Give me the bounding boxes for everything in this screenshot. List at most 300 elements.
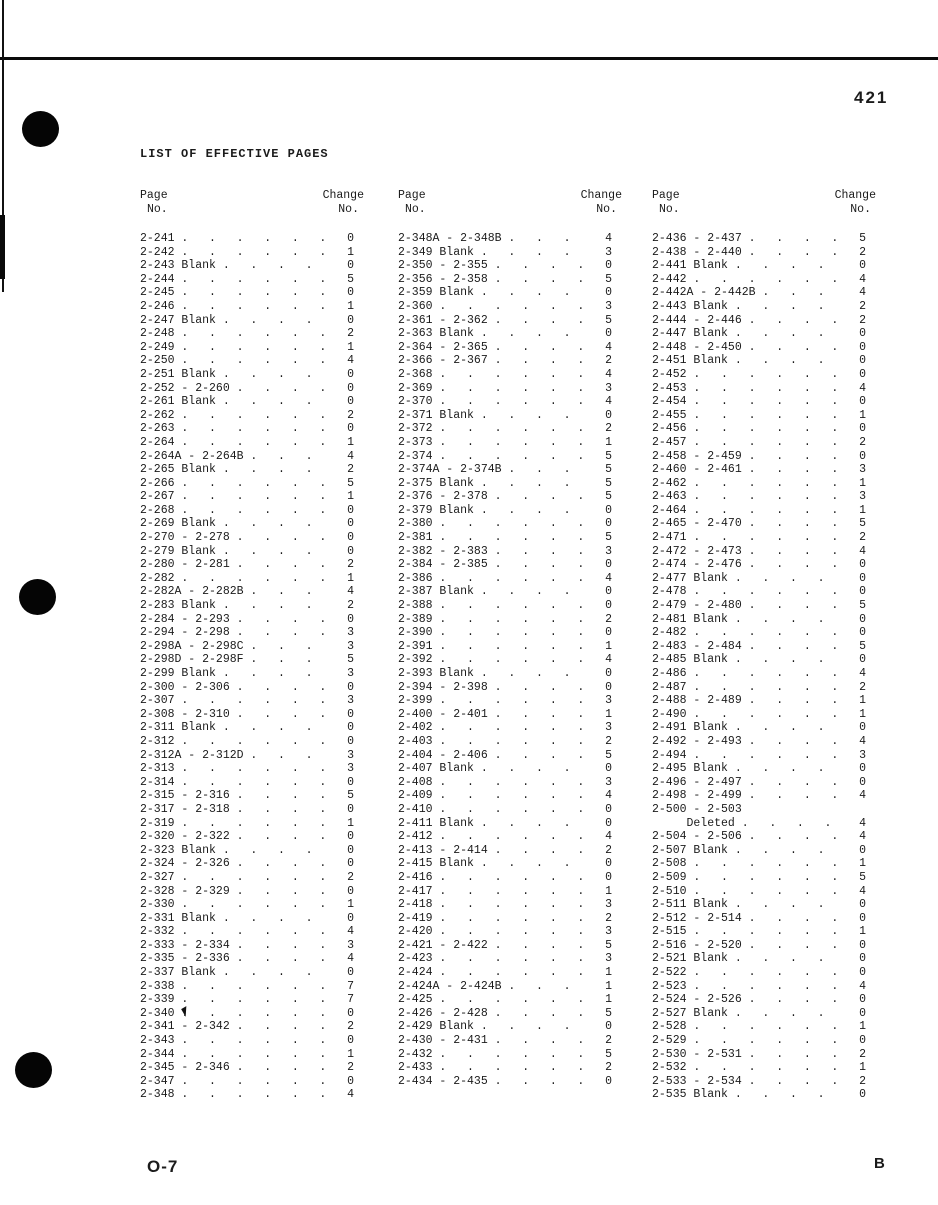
page-entry: 2-300 - 2-306 . . . . bbox=[140, 680, 334, 694]
table-row bbox=[140, 708, 364, 722]
change-number: 0 bbox=[605, 870, 612, 884]
table-row bbox=[140, 912, 364, 926]
change-number: 3 bbox=[347, 748, 354, 762]
table-row bbox=[398, 341, 622, 355]
page-entry: 2-415 Blank . . . . bbox=[398, 857, 592, 871]
table-row bbox=[398, 681, 622, 695]
change-number: 1 bbox=[347, 490, 354, 504]
page-entry: 2-343 . . . . . . bbox=[140, 1034, 334, 1048]
change-number: 2 bbox=[859, 245, 866, 259]
change-number: 3 bbox=[605, 544, 612, 558]
change-number: 0 bbox=[859, 993, 866, 1007]
change-number: 0 bbox=[347, 911, 354, 925]
change-number: 2 bbox=[605, 734, 612, 748]
change-number: 0 bbox=[605, 762, 612, 776]
change-number: 3 bbox=[347, 938, 354, 952]
table-row bbox=[652, 939, 876, 953]
page-entry: 2-339 . . . . . . bbox=[140, 993, 334, 1007]
table-row bbox=[140, 477, 364, 491]
change-number: 2 bbox=[347, 870, 354, 884]
table-row bbox=[398, 803, 622, 817]
page-entry: 2-443 Blank . . . . bbox=[652, 299, 846, 313]
change-number: 4 bbox=[859, 667, 866, 680]
table-row bbox=[140, 273, 364, 287]
change-number: 3 bbox=[859, 490, 866, 504]
change-number: 0 bbox=[859, 571, 866, 585]
table-row bbox=[398, 286, 622, 300]
change-number: 1 bbox=[347, 898, 354, 912]
change-number: 5 bbox=[347, 476, 354, 490]
table-row bbox=[652, 871, 876, 885]
page-entry: 2-327 . . . . . . bbox=[140, 870, 334, 884]
page-entry: 2-447 Blank . . . . bbox=[652, 327, 846, 341]
page-entry: 2-384 - 2-385 . . . . bbox=[398, 558, 592, 572]
table-row bbox=[398, 504, 622, 518]
change-no-header bbox=[581, 189, 622, 216]
change-number: 4 bbox=[605, 367, 612, 381]
table-row bbox=[398, 626, 622, 640]
change-number: 0 bbox=[347, 721, 354, 735]
page-entry: 2-496 - 2-497 . . . . bbox=[652, 775, 846, 789]
page-entry: 2-495 Blank . . . . bbox=[652, 762, 846, 776]
change-number: 0 bbox=[859, 1006, 866, 1020]
change-number: 5 bbox=[859, 870, 866, 884]
change-number: 0 bbox=[347, 544, 354, 558]
page-no-header bbox=[140, 189, 168, 216]
table-row bbox=[398, 517, 622, 531]
change-number: 2 bbox=[859, 531, 866, 545]
page-entry: 2-360 . . . . . . bbox=[398, 299, 592, 313]
table-row bbox=[140, 694, 364, 708]
page-entry: 2-264 . . . . . . bbox=[140, 435, 334, 449]
change-number: 4 bbox=[605, 653, 612, 667]
table-row bbox=[398, 450, 622, 464]
table-row bbox=[140, 232, 364, 246]
table-row bbox=[140, 952, 364, 966]
table-row bbox=[140, 463, 364, 477]
page-entry: 2-263 . . . . . . bbox=[140, 422, 334, 436]
footer-page-id: O-7 bbox=[147, 1157, 179, 1176]
table-row bbox=[140, 558, 364, 572]
change-number: 0 bbox=[347, 232, 354, 245]
table-row bbox=[398, 599, 622, 613]
page-entry: 2-344 . . . . . . bbox=[140, 1047, 334, 1061]
change-number: 2 bbox=[347, 327, 354, 341]
page-entry: 2-261 Blank . . . . bbox=[140, 395, 334, 409]
change-number: 0 bbox=[859, 762, 866, 776]
change-number: 5 bbox=[605, 449, 612, 463]
table-row bbox=[398, 789, 622, 803]
page-entry: 2-418 . . . . . . bbox=[398, 898, 592, 912]
table-row bbox=[652, 857, 876, 871]
change-number: 3 bbox=[605, 925, 612, 939]
page-entry: 2-337 Blank . . . . bbox=[140, 966, 334, 980]
page-entry: 2-448 - 2-450 . . . . bbox=[652, 340, 846, 354]
change-number: 3 bbox=[859, 463, 866, 477]
page-entry: 2-279 Blank . . . . bbox=[140, 544, 334, 558]
change-number: 0 bbox=[859, 327, 866, 341]
change-number: 2 bbox=[605, 1061, 612, 1075]
table-row bbox=[140, 1061, 364, 1075]
page-entry: 2-374 . . . . . . bbox=[398, 449, 592, 463]
page-entry: 2-441 Blank . . . . bbox=[652, 259, 846, 273]
change-number: 7 bbox=[347, 993, 354, 1007]
column-header bbox=[398, 189, 622, 216]
page-entry: 2-341 - 2-342 . . . . bbox=[140, 1020, 334, 1034]
table-row bbox=[398, 653, 622, 667]
change-number: 0 bbox=[347, 775, 354, 789]
table-row bbox=[140, 735, 364, 749]
change-number: 1 bbox=[605, 639, 612, 653]
change-number: 0 bbox=[859, 558, 866, 572]
table-row bbox=[652, 273, 876, 287]
page-entry: 2-481 Blank . . . . bbox=[652, 612, 846, 626]
table-row bbox=[140, 531, 364, 545]
change-number: 3 bbox=[605, 694, 612, 708]
table-row bbox=[140, 300, 364, 314]
page-entry: 2-347 . . . . . . bbox=[140, 1074, 334, 1088]
page-entry: 2-400 - 2-401 . . . . bbox=[398, 707, 592, 721]
page-entry: 2-479 - 2-480 . . . . bbox=[652, 599, 846, 613]
change-number: 5 bbox=[347, 653, 354, 667]
page-entry: 2-315 - 2-316 . . . . bbox=[140, 789, 334, 803]
change-number: 5 bbox=[605, 490, 612, 504]
page-entry: 2-262 . . . . . . bbox=[140, 408, 334, 422]
table-row bbox=[398, 259, 622, 273]
table-row bbox=[652, 368, 876, 382]
table-row bbox=[140, 572, 364, 586]
table-row bbox=[398, 925, 622, 939]
change-number: 4 bbox=[859, 544, 866, 558]
change-number: 0 bbox=[347, 734, 354, 748]
page-entry: 2-348A - 2-348B . . . bbox=[398, 232, 592, 245]
change-number: 2 bbox=[859, 435, 866, 449]
table-row bbox=[652, 708, 876, 722]
page-entry: 2-350 - 2-355 . . . . bbox=[398, 259, 592, 273]
page-entry: 2-382 - 2-383 . . . . bbox=[398, 544, 592, 558]
change-number: 0 bbox=[859, 966, 866, 980]
change-number: 0 bbox=[347, 313, 354, 327]
page-entry: 2-530 - 2-531 . . . . bbox=[652, 1047, 846, 1061]
table-row bbox=[652, 966, 876, 980]
table-row bbox=[398, 327, 622, 341]
table-row bbox=[652, 776, 876, 790]
table-row bbox=[652, 382, 876, 396]
table-row bbox=[398, 545, 622, 559]
change-number: 3 bbox=[605, 775, 612, 789]
change-number: 0 bbox=[347, 259, 354, 273]
table-row bbox=[398, 558, 622, 572]
table-row bbox=[398, 1007, 622, 1021]
page-entry: 2-500 - 2-503 bbox=[652, 802, 742, 816]
change-number: 3 bbox=[605, 299, 612, 313]
table-row bbox=[140, 898, 364, 912]
change-number: 2 bbox=[605, 1034, 612, 1048]
page-entry: 2-248 . . . . . . bbox=[140, 327, 334, 341]
table-row bbox=[398, 409, 622, 423]
table-row bbox=[398, 436, 622, 450]
change-number: 5 bbox=[605, 1047, 612, 1061]
table-row bbox=[652, 830, 876, 844]
page-entry: 2-453 . . . . . . bbox=[652, 381, 846, 395]
page-entry: 2-245 . . . . . . bbox=[140, 286, 334, 300]
table-row bbox=[140, 314, 364, 328]
page-entry: 2-490 . . . . . . bbox=[652, 707, 846, 721]
table-row bbox=[140, 817, 364, 831]
change-number: 2 bbox=[347, 408, 354, 422]
change-number: 0 bbox=[605, 558, 612, 572]
change-number: 1 bbox=[347, 571, 354, 585]
page-entry: 2-488 - 2-489 . . . . bbox=[652, 694, 846, 708]
change-number: 1 bbox=[347, 435, 354, 449]
page-entry: 2-374A - 2-374B . . . bbox=[398, 463, 592, 477]
change-number: 1 bbox=[859, 476, 866, 490]
page-entry: 2-434 - 2-435 . . . . bbox=[398, 1074, 592, 1088]
table-row bbox=[652, 463, 876, 477]
table-row bbox=[398, 354, 622, 368]
table-row bbox=[398, 1048, 622, 1062]
table-row bbox=[398, 993, 622, 1007]
page-entry: 2-529 . . . . . . bbox=[652, 1034, 846, 1048]
page-entry: 2-393 Blank . . . . bbox=[398, 667, 592, 680]
change-number: 0 bbox=[859, 585, 866, 599]
page-entry: 2-410 . . . . . . bbox=[398, 802, 592, 816]
page-title: LIST OF EFFECTIVE PAGES bbox=[140, 147, 329, 161]
page-entry: 2-311 Blank . . . . bbox=[140, 721, 334, 735]
page-entry: 2-408 . . . . . . bbox=[398, 775, 592, 789]
table-row bbox=[398, 382, 622, 396]
change-number: 0 bbox=[859, 422, 866, 436]
change-number: 1 bbox=[859, 925, 866, 939]
table-row bbox=[398, 422, 622, 436]
page-entry: 2-533 - 2-534 . . . . bbox=[652, 1074, 846, 1088]
page-entry: 2-349 Blank . . . . bbox=[398, 245, 592, 259]
page-entry: 2-369 . . . . . . bbox=[398, 381, 592, 395]
table-row bbox=[140, 545, 364, 559]
table-row bbox=[652, 626, 876, 640]
table-row bbox=[652, 517, 876, 531]
change-number: 2 bbox=[347, 1061, 354, 1075]
table-row bbox=[652, 422, 876, 436]
page-entry: 2-419 . . . . . . bbox=[398, 911, 592, 925]
table-row bbox=[652, 912, 876, 926]
change-number: 4 bbox=[859, 816, 866, 830]
table-row bbox=[398, 898, 622, 912]
page-entry: 2-460 - 2-461 . . . . bbox=[652, 463, 846, 477]
table-row bbox=[652, 572, 876, 586]
change-number: 1 bbox=[859, 694, 866, 708]
page-entry: 2-454 . . . . . . bbox=[652, 395, 846, 409]
table-row bbox=[652, 762, 876, 776]
page-entry: 2-319 . . . . . . bbox=[140, 816, 334, 830]
page-entry: 2-389 . . . . . . bbox=[398, 612, 592, 626]
change-number: 0 bbox=[859, 367, 866, 381]
page-entry: 2-411 Blank . . . . bbox=[398, 816, 592, 830]
page-entry: 2-532 . . . . . . bbox=[652, 1061, 846, 1075]
change-number: 0 bbox=[605, 1074, 612, 1088]
table-row bbox=[652, 925, 876, 939]
page-entry: 2-320 - 2-322 . . . . bbox=[140, 830, 334, 844]
page-entry: 2-373 . . . . . . bbox=[398, 435, 592, 449]
change-number: 1 bbox=[605, 979, 612, 993]
table-row bbox=[140, 667, 364, 681]
change-number: 0 bbox=[605, 626, 612, 640]
change-number: 5 bbox=[859, 599, 866, 613]
page-entry: 2-438 - 2-440 . . . . bbox=[652, 245, 846, 259]
change-number: 0 bbox=[859, 721, 866, 735]
change-number: 0 bbox=[605, 585, 612, 599]
page-entry: 2-407 Blank . . . . bbox=[398, 762, 592, 776]
change-number: 4 bbox=[605, 830, 612, 844]
page-entry: 2-442A - 2-442B . . . bbox=[652, 286, 846, 300]
table-row bbox=[652, 1075, 876, 1089]
change-number: 0 bbox=[347, 707, 354, 721]
header-page-label: Page bbox=[398, 189, 426, 202]
table-row bbox=[652, 885, 876, 899]
table-row bbox=[652, 314, 876, 328]
page-entry: 2-307 . . . . . . bbox=[140, 694, 334, 708]
loep-column-1 bbox=[140, 189, 364, 1102]
change-number: 0 bbox=[605, 599, 612, 613]
change-number: 2 bbox=[605, 422, 612, 436]
change-number: 0 bbox=[347, 381, 354, 395]
table-row bbox=[398, 980, 622, 994]
change-number: 2 bbox=[347, 1020, 354, 1034]
page-entry: 2-368 . . . . . . bbox=[398, 367, 592, 381]
punch-hole-bottom bbox=[15, 1052, 52, 1088]
header-change-sub: No. bbox=[850, 202, 871, 216]
table-row bbox=[140, 246, 364, 260]
change-number: 0 bbox=[859, 1034, 866, 1048]
page-entry: 2-426 - 2-428 . . . . bbox=[398, 1006, 592, 1020]
table-row bbox=[140, 966, 364, 980]
change-number: 1 bbox=[859, 707, 866, 721]
page-entry: 2-417 . . . . . . bbox=[398, 884, 592, 898]
page-entry: 2-515 . . . . . . bbox=[652, 925, 846, 939]
table-row bbox=[652, 558, 876, 572]
table-row bbox=[140, 382, 364, 396]
change-number: 1 bbox=[605, 435, 612, 449]
table-row bbox=[652, 1088, 876, 1102]
page-entry: 2-494 . . . . . . bbox=[652, 748, 846, 762]
table-row bbox=[652, 259, 876, 273]
change-number: 4 bbox=[859, 789, 866, 803]
table-row bbox=[140, 1075, 364, 1089]
loep-column-2 bbox=[398, 189, 622, 1088]
change-number: 0 bbox=[347, 1074, 354, 1088]
table-row bbox=[652, 653, 876, 667]
table-row bbox=[398, 966, 622, 980]
page-entry: 2-340 . . . . . . bbox=[140, 1006, 334, 1020]
page-entry: 2-335 - 2-336 . . . . bbox=[140, 952, 334, 966]
page-entry: 2-280 - 2-281 . . . . bbox=[140, 558, 334, 572]
change-number: 5 bbox=[347, 272, 354, 286]
table-row bbox=[140, 259, 364, 273]
table-row bbox=[652, 395, 876, 409]
page-entry: 2-457 . . . . . . bbox=[652, 435, 846, 449]
page-entry: 2-527 Blank . . . . bbox=[652, 1006, 846, 1020]
page-entry: 2-521 Blank . . . . bbox=[652, 952, 846, 966]
table-row bbox=[652, 681, 876, 695]
table-row bbox=[398, 721, 622, 735]
table-row bbox=[398, 735, 622, 749]
table-row bbox=[398, 300, 622, 314]
page-entry: 2-314 . . . . . . bbox=[140, 775, 334, 789]
table-row bbox=[140, 354, 364, 368]
table-row bbox=[398, 952, 622, 966]
change-number: 0 bbox=[859, 653, 866, 667]
table-row bbox=[652, 300, 876, 314]
page-no-header bbox=[652, 189, 680, 216]
page-entry: 2-294 - 2-298 . . . . bbox=[140, 626, 334, 640]
page-entry: 2-412 . . . . . . bbox=[398, 830, 592, 844]
table-row bbox=[398, 1075, 622, 1089]
page-entry: 2-266 . . . . . . bbox=[140, 476, 334, 490]
change-number: 5 bbox=[605, 531, 612, 545]
change-number: 0 bbox=[347, 680, 354, 694]
change-number: 1 bbox=[347, 340, 354, 354]
table-row bbox=[652, 952, 876, 966]
change-number: 0 bbox=[347, 802, 354, 816]
table-row bbox=[398, 776, 622, 790]
page-entry: 2-508 . . . . . . bbox=[652, 857, 846, 871]
change-number: 5 bbox=[605, 476, 612, 490]
table-row bbox=[652, 1007, 876, 1021]
table-row bbox=[652, 640, 876, 654]
change-number: 4 bbox=[347, 925, 354, 939]
table-row bbox=[140, 450, 364, 464]
page-entry: 2-299 Blank . . . . bbox=[140, 667, 334, 680]
table-row bbox=[652, 898, 876, 912]
page-entry: 2-487 . . . . . . bbox=[652, 680, 846, 694]
page-entry: 2-312 . . . . . . bbox=[140, 734, 334, 748]
page-entry: 2-283 Blank . . . . bbox=[140, 599, 334, 613]
table-row bbox=[398, 912, 622, 926]
table-row bbox=[140, 327, 364, 341]
page-entry: 2-250 . . . . . . bbox=[140, 354, 334, 368]
page-entry: 2-345 - 2-346 . . . . bbox=[140, 1061, 334, 1075]
change-number: 1 bbox=[605, 707, 612, 721]
change-no-header bbox=[835, 189, 876, 216]
table-row bbox=[398, 490, 622, 504]
table-row bbox=[652, 1020, 876, 1034]
table-row bbox=[140, 1034, 364, 1048]
change-number: 0 bbox=[347, 857, 354, 871]
change-number: 0 bbox=[859, 911, 866, 925]
change-number: 0 bbox=[605, 408, 612, 422]
table-row bbox=[652, 409, 876, 423]
table-row bbox=[140, 830, 364, 844]
table-row bbox=[140, 1088, 364, 1102]
table-row bbox=[398, 749, 622, 763]
page-entry: 2-416 . . . . . . bbox=[398, 870, 592, 884]
table-row bbox=[140, 993, 364, 1007]
page-entry: 2-270 - 2-278 . . . . bbox=[140, 531, 334, 545]
table-row bbox=[652, 721, 876, 735]
change-number: 0 bbox=[605, 286, 612, 300]
change-number: 4 bbox=[859, 272, 866, 286]
table-row bbox=[398, 314, 622, 328]
table-row bbox=[140, 776, 364, 790]
change-number: 4 bbox=[859, 734, 866, 748]
page-entry: 2-363 Blank . . . . bbox=[398, 327, 592, 341]
column-header bbox=[652, 189, 876, 216]
change-number: 0 bbox=[347, 531, 354, 545]
table-row bbox=[140, 613, 364, 627]
table-row bbox=[140, 517, 364, 531]
left-edge-smudge bbox=[0, 215, 5, 279]
table-row bbox=[652, 803, 876, 817]
